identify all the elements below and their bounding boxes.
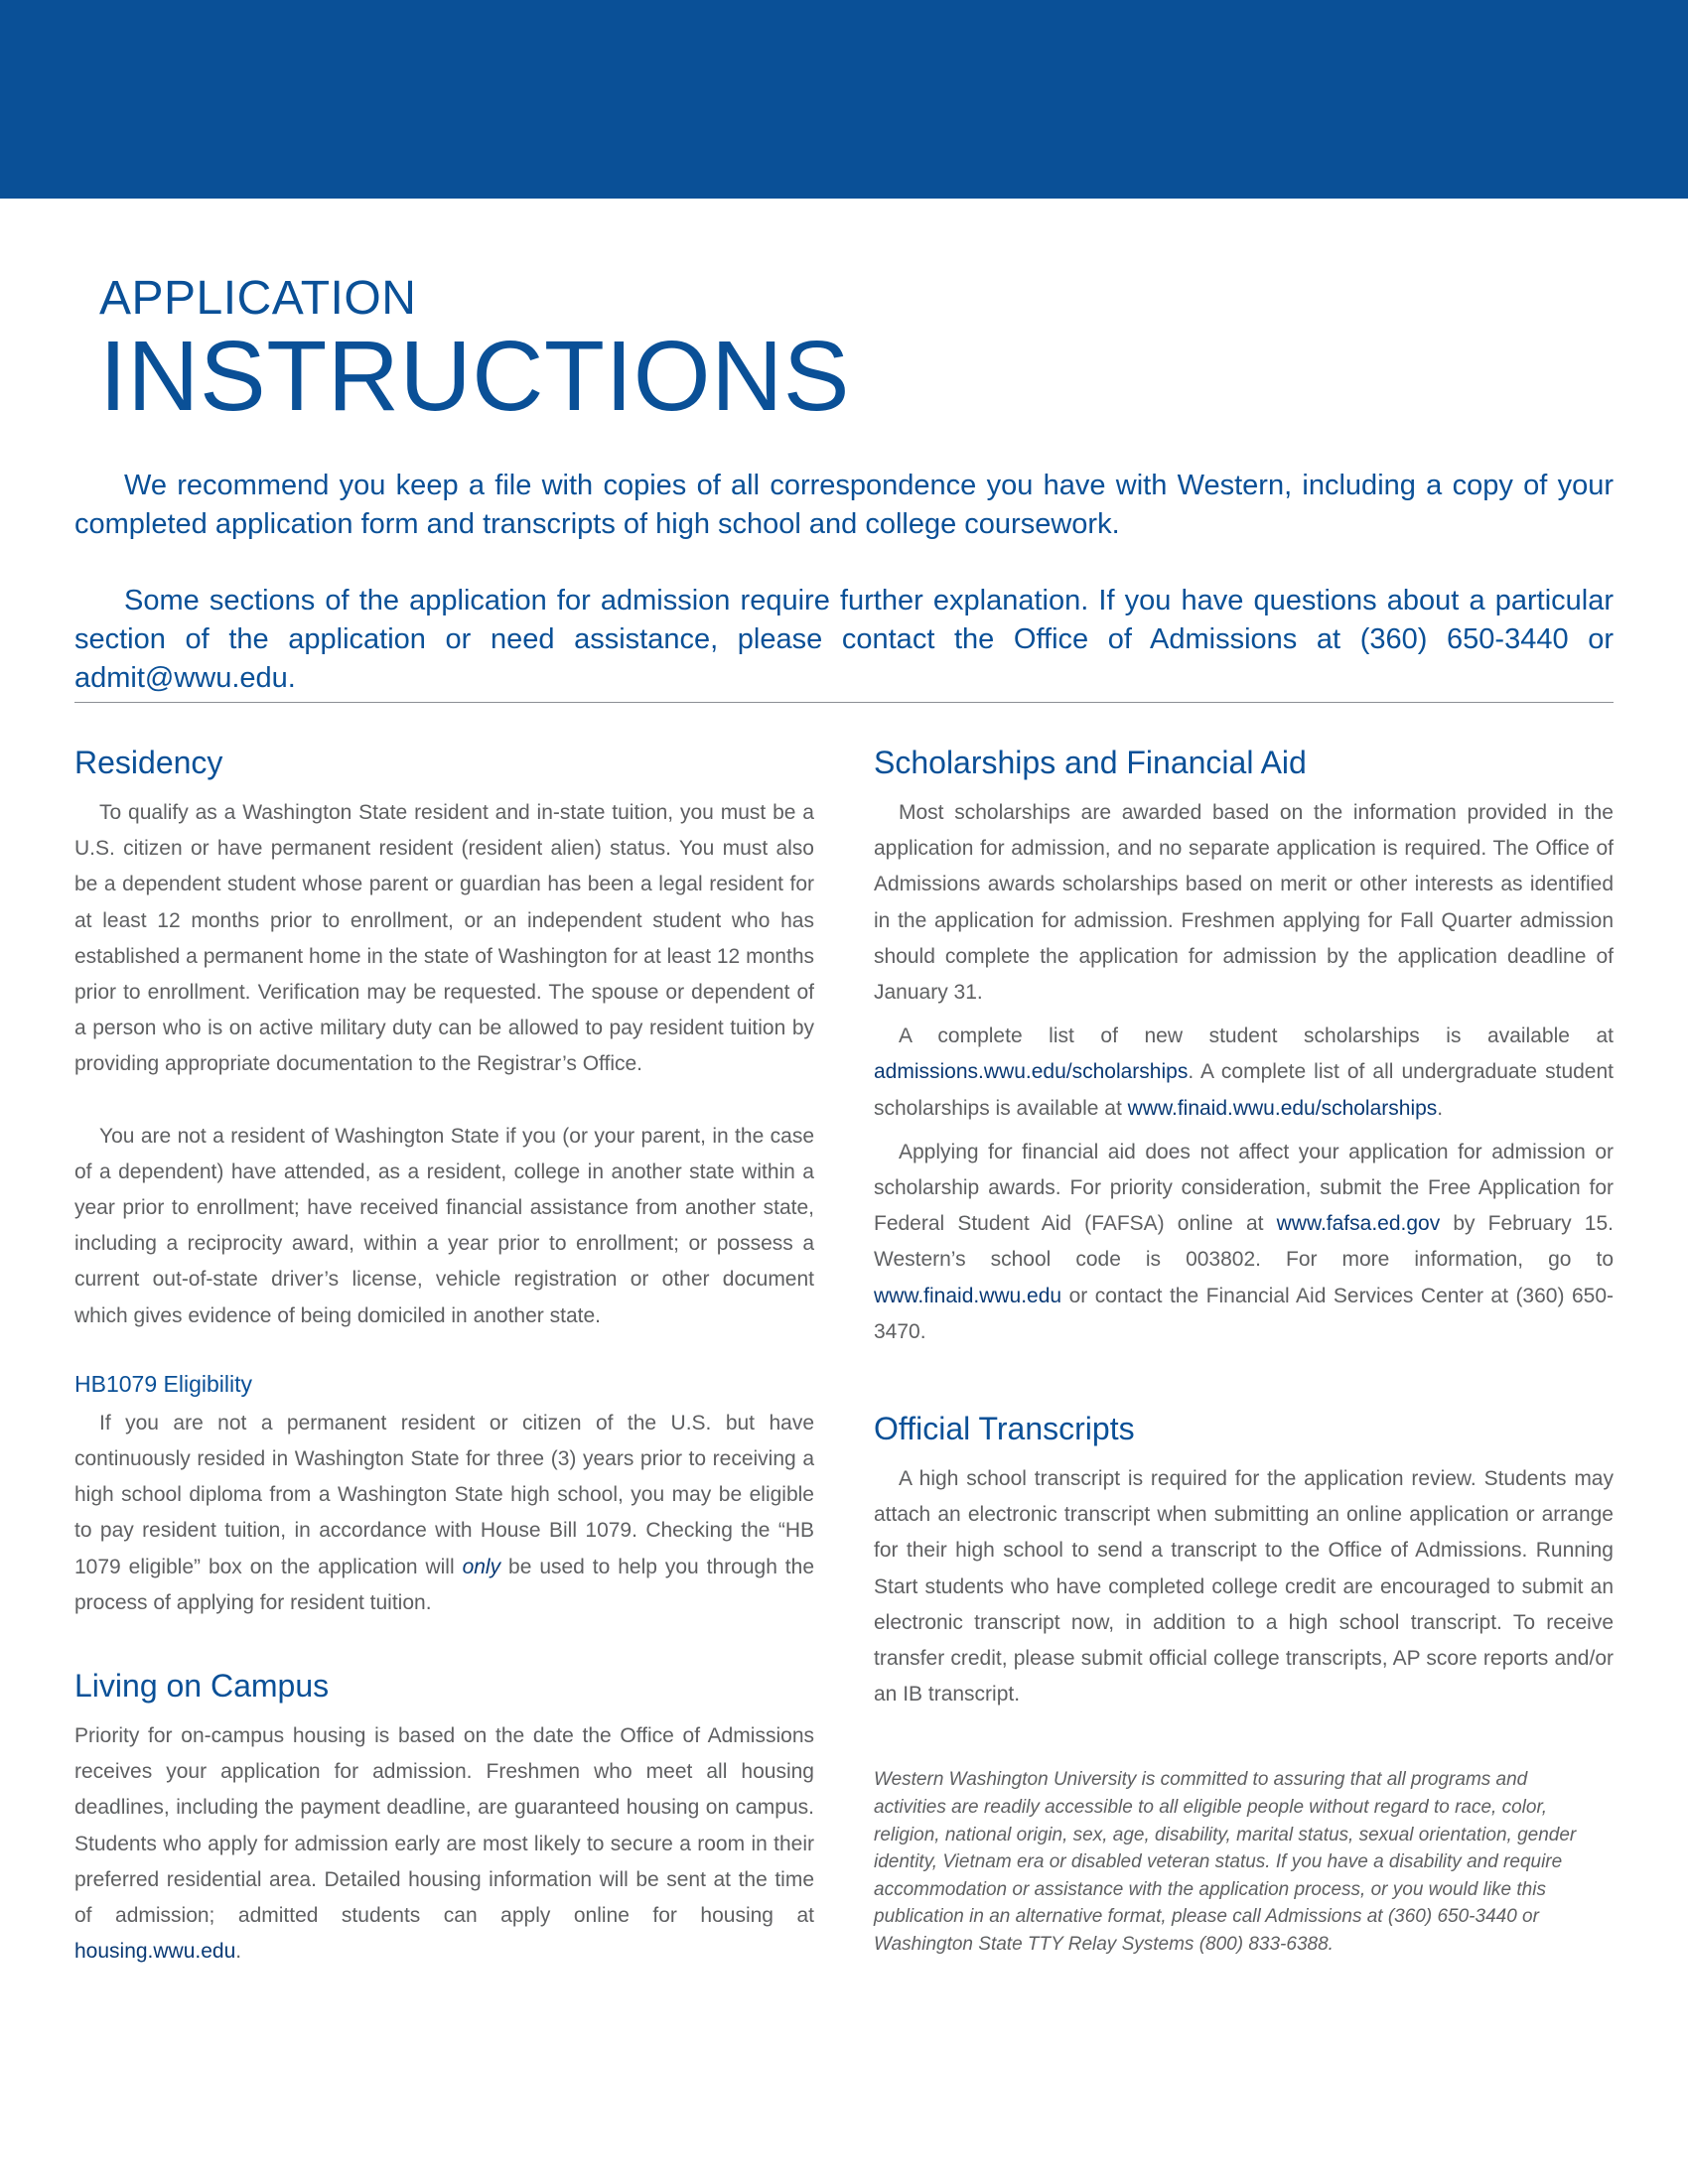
right-column bbox=[874, 740, 1614, 1959]
residency-heading: Residency bbox=[74, 745, 223, 780]
hb1079-section bbox=[74, 1368, 814, 1621]
intro-section bbox=[74, 467, 1614, 736]
hb1079-paragraph bbox=[74, 1406, 814, 1621]
scholarships-paragraph-1: Most scholarships are awarded based on the information provided in the application for admission, and no separate application is required. The Office of Admissions awards scholarships based on merit or other interests as identified in the application for admission. Freshmen applying for Fall Quarter admission should complete the application for admission by the application deadline of January 31. bbox=[874, 801, 1614, 1005]
scholarships-text-a: A complete list of new student scholarships is available at bbox=[899, 1024, 1614, 1048]
header-band bbox=[0, 0, 1688, 199]
admissions-scholarships-link[interactable]: admissions.wwu.edu/scholarships bbox=[874, 1060, 1189, 1084]
section-divider bbox=[74, 702, 1614, 703]
title-small: APPLICATION bbox=[99, 272, 417, 325]
transcripts-paragraph: A high school transcript is required for the application review. Students may attach an electronic transcript when submitting an online application or arrange for their high school to send a transcript to the Office of Admissions. Running Start students who have completed college credit are encouraged to submit an electronic transcript now, in addition to a high school transcript. To receive transfer credit, please submit official college transcripts, AP score reports and/or an IB transcript. bbox=[874, 1467, 1614, 1706]
finaid-text-b: by February 15. Western’s school code is 003802. For more information, go to bbox=[874, 1212, 1615, 1272]
hb1079-emphasis: only bbox=[462, 1555, 501, 1578]
transcripts-section bbox=[874, 1406, 1614, 1712]
residency-paragraph-1: To qualify as a Washington State resident and in-state tuition, you must be a U.S. citizen or have permanent resident (resident alien) status. You must also be a dependent student whose parent or guardian has been a legal resident for at least 12 months prior to enrollment, or an independent student who has established a permanent home in the state of Washington for at least 12 months prior to enrollment. Verification may be requested. The spouse or dependent of a person who is on active military duty can be allowed to pay resident tuition by providing appropriate documentation to the Registrar’s Office. bbox=[74, 801, 814, 1076]
finaid-text-c: or contact the Financial Aid Services Center at (360) 650-3470. bbox=[874, 1284, 1614, 1343]
transcripts-heading: Official Transcripts bbox=[874, 1411, 1135, 1447]
fafsa-link[interactable]: www.fafsa.ed.gov bbox=[1276, 1212, 1441, 1236]
scholarships-paragraph-3 bbox=[874, 1135, 1614, 1350]
hb1079-heading: HB1079 Eligibility bbox=[74, 1370, 252, 1397]
finaid-link[interactable]: www.finaid.wwu.edu bbox=[874, 1284, 1062, 1307]
scholarships-text-c: . bbox=[1437, 1096, 1444, 1120]
residency-section bbox=[74, 740, 814, 1334]
residency-paragraph-2: You are not a resident of Washington State if you (or your parent, in the case of a dependent) have attended, as a resident, college in another state within a year prior to enrollment; have received financial assistance from another state, including a reciprocity award, within a year prior to enrollment; or possess a current out-of-state driver’s license, vehicle registration or other document which gives evidence of being domiciled in another state. bbox=[74, 1124, 814, 1327]
title-big: INSTRUCTIONS bbox=[99, 321, 850, 432]
finaid-scholarships-link[interactable]: www.finaid.wwu.edu/scholarships bbox=[1127, 1096, 1438, 1120]
scholarships-paragraph-2 bbox=[874, 1019, 1614, 1127]
scholarships-text-b: . A complete list of all undergraduate student scholarships is available at bbox=[874, 1060, 1614, 1120]
page-title bbox=[99, 272, 850, 432]
living-text-a: Priority for on-campus housing is based on the date the Office of Admissions receives your application for admission. Freshmen who meet all housing deadlines, including the payment deadline, are guaranteed housing on campus. Students who apply for admission early are most likely to secure a room in their preferred residential area. Detailed housing information will be sent at the time of admission; admitted students can apply online for housing at bbox=[74, 1724, 814, 1928]
intro-paragraph-1: We recommend you keep a file with copies of all correspondence you have with Western, including a copy of your completed application form and transcripts of high school and college coursework. bbox=[74, 470, 1614, 540]
scholarships-section bbox=[874, 740, 1614, 1350]
living-paragraph bbox=[74, 1718, 814, 1970]
hb1079-text-b: be used to help you through the process of applying for resident tuition. bbox=[74, 1555, 814, 1614]
living-text-b: . bbox=[235, 1940, 242, 1964]
scholarships-heading: Scholarships and Financial Aid bbox=[874, 745, 1307, 780]
left-column bbox=[74, 740, 814, 1970]
finaid-text-a: Applying for financial aid does not affect your application for admission or scholarship awards. For priority consideration, submit the Free Application for Federal Student Aid (FAFSA) online at bbox=[874, 1140, 1614, 1236]
hb1079-text-a: If you are not a permanent resident or citizen of the U.S. but have continuously resided in Washington State for three (3) years prior to receiving a high school diploma from a Washington State high school, you may be eligible to pay resident tuition, in accordance with House Bill 1079. Checking the “HB 1079 eligible” box on the application will bbox=[74, 1411, 814, 1578]
living-section bbox=[74, 1663, 814, 1970]
intro-paragraph-2: Some sections of the application for admission require further explanation. If you have questions about a particular section of the application or need assistance, please contact the Office of Admissions at (360) 650-3440 or admit@wwu.edu. bbox=[74, 585, 1614, 694]
living-heading: Living on Campus bbox=[74, 1668, 330, 1705]
nondiscrimination-notice: Western Washington University is committed to assuring that all programs and activities are readily accessible to all eligible people without regard to race, color, religion, national origin, sex, age, disability, marital status, sexual orientation, gender identity, Vietnam era or disabled veteran status. If you have a disability and require accommodation or assistance with the application process, or you would like this publication in an alternative format, please call Admissions at (360) 650-3440 or Washington State TTY Relay Systems (800) 833-6388. bbox=[874, 1769, 1577, 1956]
housing-link[interactable]: housing.wwu.edu bbox=[74, 1940, 236, 1964]
